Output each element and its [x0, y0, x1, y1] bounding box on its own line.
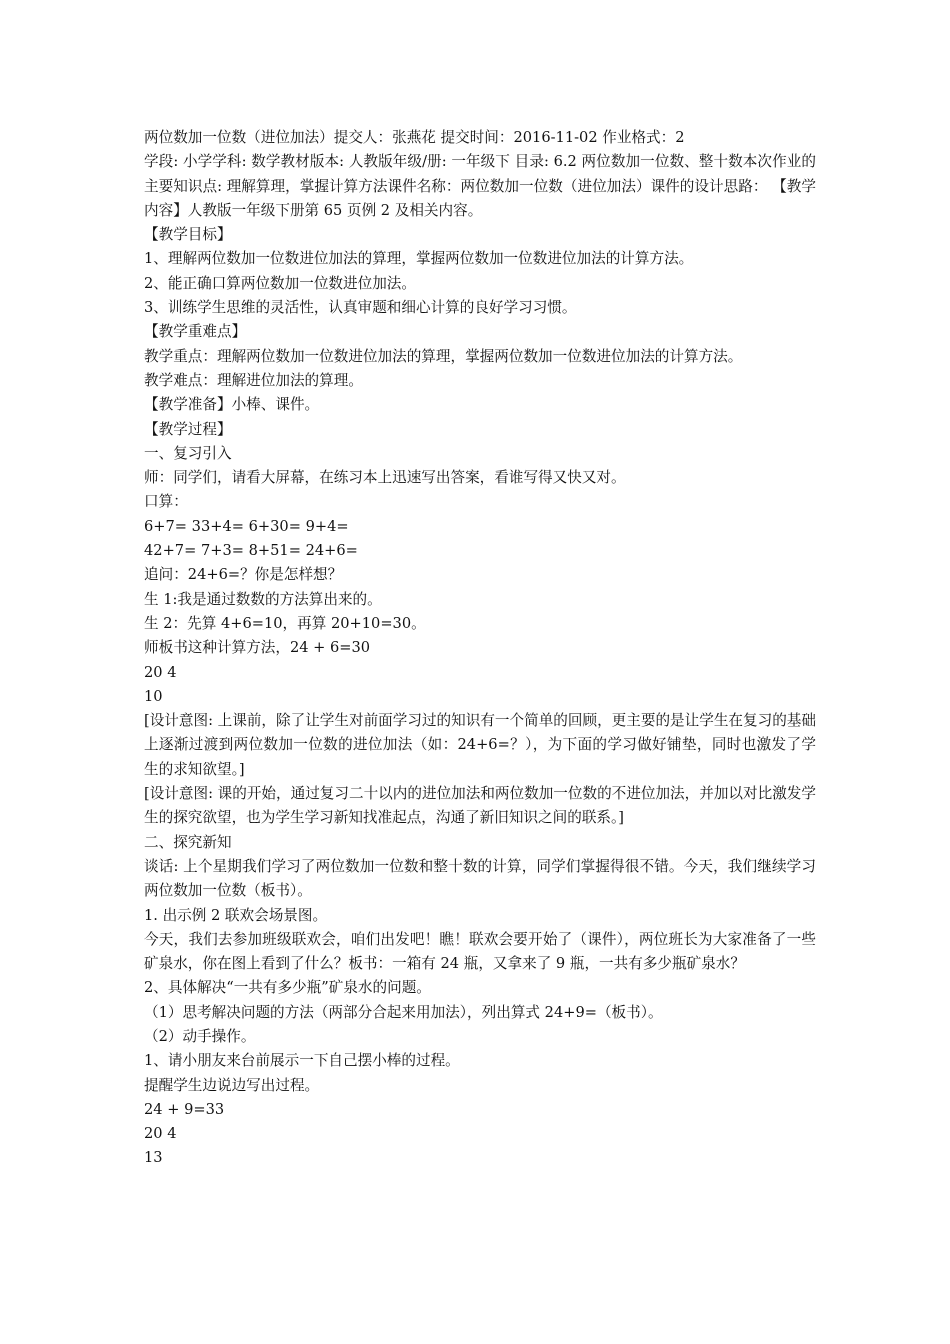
design-intent-2: [设计意图: 课的开始，通过复习二十以内的进位加法和两位数加一位数的不进位加法，并加以对比激发学生的探究欲望，也为学生学习新知找准起点，沟通了新旧知识之间的联系。]: [144, 785, 816, 827]
subsection-explore: 二、探究新知: [144, 833, 232, 851]
goal-item-1: 1、理解两位数加一位数进位加法的算理，掌握两位数加一位数进位加法的计算方法。: [144, 250, 694, 268]
oral-calc-row-2: 42+7= 7+3= 8+51= 24+6=: [144, 542, 358, 560]
split-numbers-1: 20 4: [144, 663, 177, 681]
student-1-answer: 生 1:我是通过数数的方法算出来的。: [144, 590, 382, 608]
follow-up-question: 追问：24+6=？你是怎样想？: [144, 566, 343, 584]
goal-item-2: 2、能正确口算两位数加一位数进位加法。: [144, 274, 416, 292]
party-scene-paragraph: 今天，我们去参加班级联欢会，咱们出发吧！瞧！联欢会要开始了（课件），两位班长为大家准备了一些矿泉水，你在图上看到了什么？板书：一箱有 24 瓶，又拿来了 9 瓶，一共有多少瓶矿泉水？: [144, 930, 816, 973]
key-point-line: 教学重点：理解两位数加一位数进位加法的算理，掌握两位数加一位数进位加法的计算方法。: [144, 347, 743, 365]
solve-problem-line: 2、具体解决“一共有多少瓶”矿泉水的问题。: [144, 979, 431, 997]
goal-item-3: 3、训练学生思维的灵活性，认真审题和细心计算的良好学习习惯。: [144, 299, 577, 317]
section-heading-process: 【教学过程】: [144, 420, 232, 438]
section-heading-goals: 【教学目标】: [144, 226, 232, 244]
split-sum-1: 10: [144, 687, 163, 705]
split-numbers-2: 20 4: [144, 1125, 177, 1143]
example-2-line: 1. 出示例 2 联欢会场景图。: [144, 906, 328, 924]
demo-line: 1、请小朋友来台前展示一下自己摆小棒的过程。: [144, 1052, 460, 1070]
doc-meta-paragraph: 学段: 小学学科: 数学教材版本: 人教版年级/册: 一年级下 目录: 6.2 两位数加一位数、整十数本次作业的主要知识点: 理解算理，掌握计算方法课件名称：两位数加一位数（进位加法）课件的设计思路： 【教学内容】人教版一年级下册第 65 页例 2 及相关内容。: [144, 153, 816, 219]
subsection-review: 一、复习引入: [144, 444, 232, 462]
method-step-2: （2）动手操作。: [144, 1027, 256, 1045]
section-heading-key-points: 【教学重难点】: [144, 323, 247, 341]
doc-header-line: 两位数加一位数（进位加法）提交人：张燕花 提交时间：2016-11-02 作业格式：2: [144, 129, 685, 146]
oral-calc-row-1: 6+7= 33+4= 6+30= 9+4=: [144, 517, 349, 535]
teacher-line: 师：同学们，请看大屏幕，在练习本上迅速写出答案，看谁写得又快又对。: [144, 469, 626, 487]
difficulty-line: 教学难点：理解进位加法的算理。: [144, 371, 363, 389]
oral-calc-label: 口算：: [144, 493, 188, 511]
preparation-line: 【教学准备】小棒、课件。: [144, 396, 320, 414]
student-2-answer: 生 2：先算 4+6=10，再算 20+10=30。: [144, 614, 426, 632]
board-writing-line: 师板书这种计算方法，24 + 6=30: [144, 639, 371, 657]
equation-line: 24 + 9=33: [144, 1100, 225, 1118]
talk-paragraph: 谈话: 上个星期我们学习了两位数加一位数和整十数的计算，同学们掌握得很不错。今天，我们继续学习两位数加一位数（板书）。: [144, 857, 816, 900]
reminder-line: 提醒学生边说边写出过程。: [144, 1076, 320, 1094]
method-step-1: （1）思考解决问题的方法（两部分合起来用加法），列出算式 24+9=（板书）。: [144, 1003, 663, 1021]
document-body: [144, 126, 816, 1171]
design-intent-1: [设计意图: 上课前，除了让学生对前面学习过的知识有一个简单的回顾，更主要的是让学生在复习的基础上逐渐过渡到两位数加一位数的进位加法（如：24+6=？），为下面的学习做好铺垫，同时也激发了学生的求知欲望。]: [144, 712, 816, 778]
split-sum-2: 13: [144, 1149, 163, 1167]
